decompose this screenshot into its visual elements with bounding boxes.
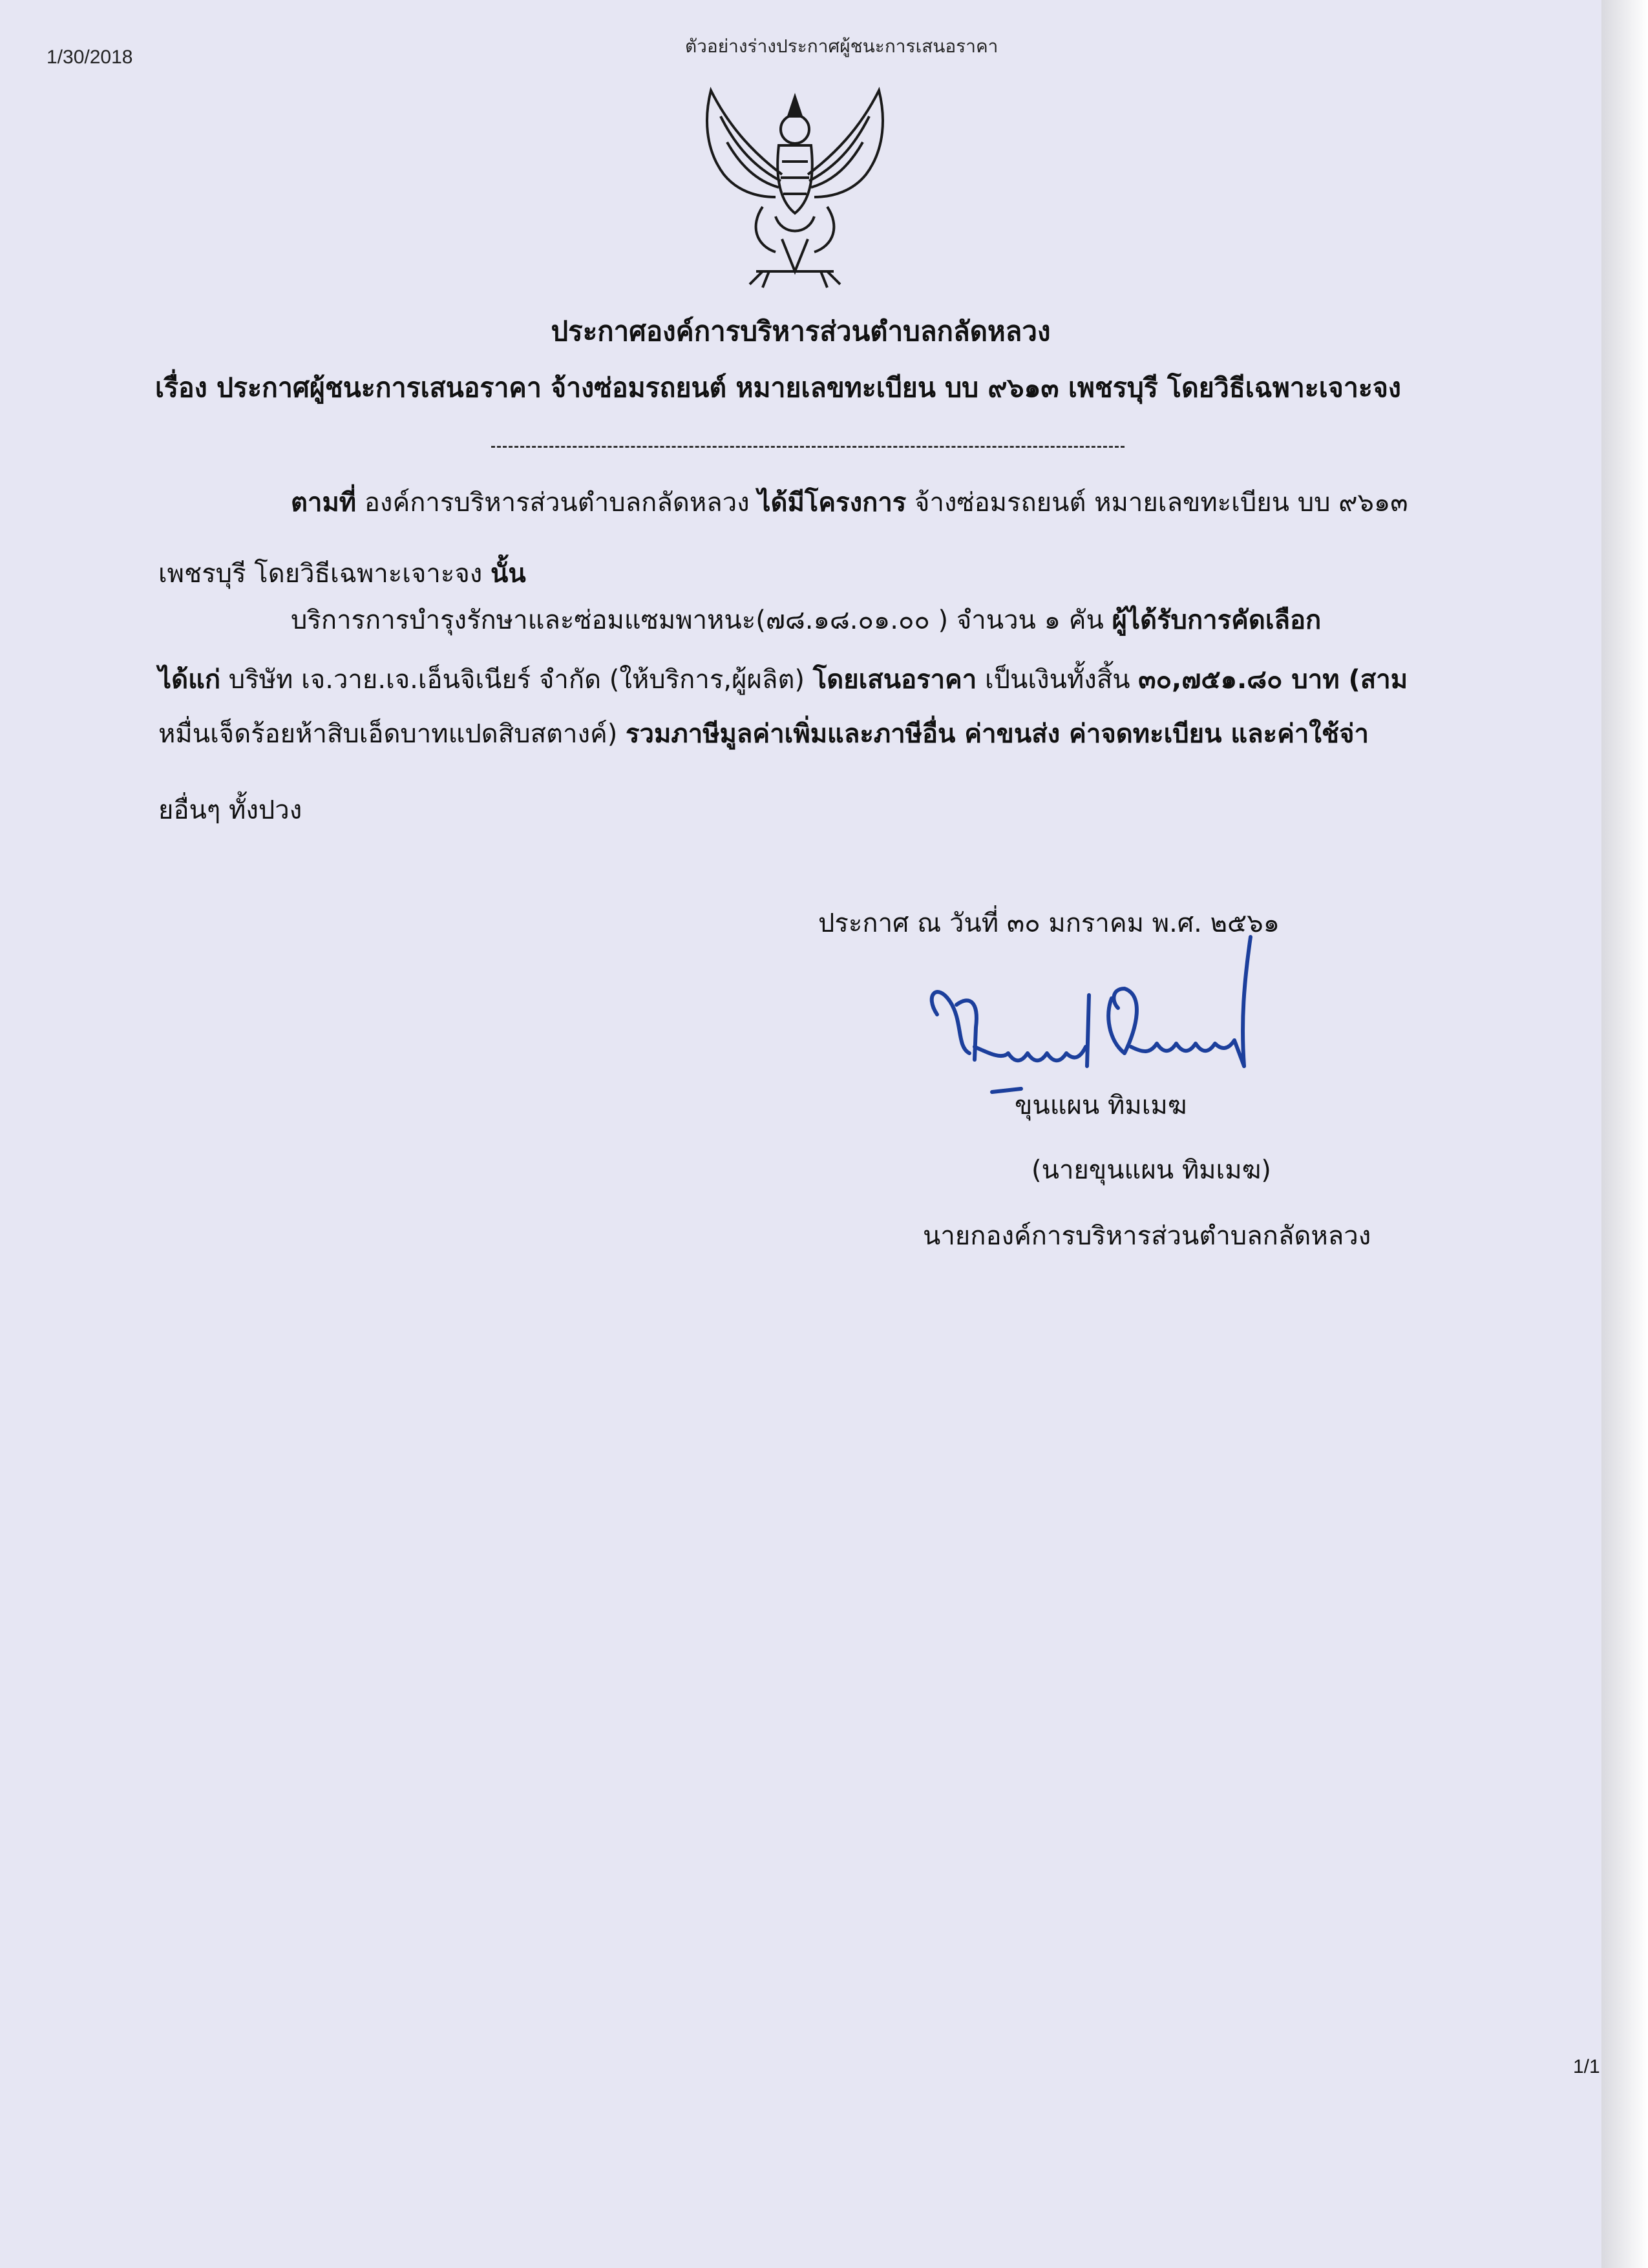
text-span: นั้น (491, 559, 526, 589)
text-span: องค์การบริหารส่วนตำบลกลัดหลวง (356, 488, 758, 518)
text-span: ได้แก่ (158, 665, 221, 695)
text-span: บริษัท เจ.วาย.เจ.เอ็นจิเนียร์ จำกัด (ให้บริการ,ผู้ผลิต) (220, 665, 813, 695)
text-span: รวมภาษีมูลค่าเพิ่มและภาษีอื่น ค่าขนส่ง ค่าจดทะเบียน และค่าใช้จ่า (626, 719, 1369, 749)
document-subject: เรื่อง ประกาศผู้ชนะการเสนอราคา จ้างซ่อมรถยนต์ หมายเลขทะเบียน บบ ๙๖๑๓ เพชรบุรี โดยวิธีเฉพาะเจาะจง (155, 372, 1401, 403)
text-span: ตามที่ (291, 488, 357, 518)
print-header-title: ตัวอย่างร่างประกาศผู้ชนะการเสนอราคา (685, 36, 998, 57)
paragraph-1-line-2 (158, 561, 526, 587)
text-span: โดยเสนอราคา (812, 665, 977, 695)
organization-title: ประกาศองค์การบริหารส่วนตำบลกลัดหลวง (551, 315, 1051, 347)
paragraph-2-line-3 (158, 721, 1369, 747)
page-number: 1/1 (1573, 2056, 1600, 2077)
text-span: บริการการบำรุงรักษาและซ่อมแซมพาหนะ(๗๘.๑๘.๐๑.๐๐ ) จำนวน ๑ คัน (291, 605, 1112, 635)
paragraph-2-line-2 (158, 667, 1408, 693)
text-span: จ้างซ่อมรถยนต์ หมายเลขทะเบียน บบ ๙๖๑๓ (906, 488, 1408, 518)
print-date: 1/30/2018 (47, 47, 133, 68)
text-span: เป็นเงินทั้งสิ้น (977, 665, 1139, 695)
text-span: เพชรบุรี โดยวิธีเฉพาะเจาะจง (158, 559, 491, 589)
divider-line (491, 446, 1125, 448)
paragraph-1-line-1 (291, 490, 1408, 516)
text-span: ยอื่นๆ ทั้งปวง (158, 795, 302, 825)
text-span: ได้มีโครงการ (757, 488, 907, 518)
paragraph-2-line-4 (158, 797, 302, 823)
signatory-full-name: (นายขุนแผน ทิมเมฆ) (1031, 1155, 1271, 1185)
signatory-position: นายกองค์การบริหารส่วนตำบลกลัดหลวง (923, 1221, 1371, 1251)
signature-name: ขุนแผน ทิมเมฆ (1015, 1091, 1187, 1120)
paragraph-2-line-1 (291, 607, 1321, 633)
garuda-emblem-icon (685, 78, 905, 297)
announcement-date: ประกาศ ณ วันที่ ๓๐ มกราคม พ.ศ. ๒๕๖๑ (818, 908, 1280, 938)
text-span: ๓๐,๗๕๑.๘๐ บาท (สาม (1138, 665, 1408, 695)
scan-edge (1601, 0, 1648, 2268)
text-span: ผู้ได้รับการคัดเลือก (1112, 605, 1322, 635)
text-span: หมื่นเจ็ดร้อยห้าสิบเอ็ดบาทแปดสิบสตางค์) (158, 719, 626, 749)
